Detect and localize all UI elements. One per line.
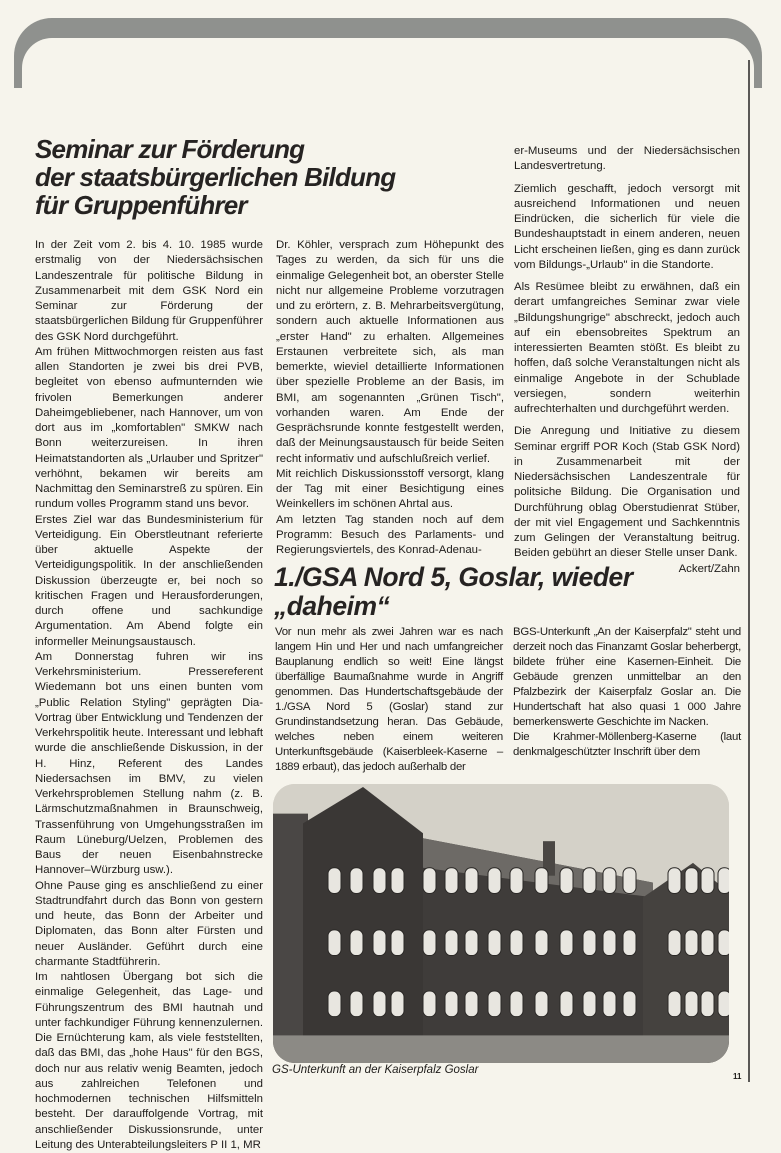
photo-window — [701, 868, 714, 894]
paragraph: Ohne Pause ging es anschließend zu einer Stadtrundfahrt durch das Bonn von gestern und heute, das Bonn der Arbeiter und Diplomaten, das Bonn alter Fürsten und neuer Ausländer. Geführt durch eine charmante Stadtführerin. — [35, 879, 263, 968]
paragraph: Am letzten Tag standen noch auf dem Programm: Besuch des Parlaments- und Regierungsviertels, des Konrad-Adenau- — [276, 513, 504, 556]
paragraph: Am frühen Mittwochmorgen reisten aus fast allen Standorten je zwei bis drei PVB, begleitet von ebenso aufmunternden wie frivolen Bemerkungen anderer Daheimgebliebener, nach Hannover, um von dort aus im „komfortablen" SMKW nach Bonn weiterzureisen. In ihren Heimatstandorten als „Urlauber und Spritzer" verhöhnt, bekamen wir bereits am Nachmittag den Seminarstreß zu spüren. Ein rundum volles Programm stand uns bevor. — [35, 345, 263, 511]
title-line: der staatsbürgerlichen Bildung — [35, 162, 396, 192]
photo-window — [685, 930, 698, 956]
photo-window — [623, 930, 636, 956]
paragraph: BGS-Unterkunft „An der Kaiserpfalz" steht und derzeit noch das Finanzamt Goslar beherbergt, bildete früher eine Kasernen-Einheit. Die Gebäude grenzen unmittelbar an den Pfalzbezirk der Kaiserpfalz Goslar an. Die Hundertschaft hat also quasi 1 000 Jahre bemerkenswerte Geschichte im Nacken. — [513, 626, 741, 728]
paragraph: Im nahtlosen Übergang bot sich die einmalige Gelegenheit, das Lage- und Führungszentrum des BMI hautnah und unter fachkundiger Führung kennenzulernen. Die Ernüchterung kam, als viele feststellten, daß das BMI, das „hohe Haus" für den BGS, doch nur aus relativ wenig Beamten, jedoch aus zahlreichen Telefonen und hochmodernen technischen Hilfsmitteln besteht. Der darauffolgende Vortrag, mit anschließender Diskussionsrunde, unter Leitung des Unterabteilungsleiters P II 1, MR — [35, 971, 263, 1151]
photo-window — [718, 991, 729, 1017]
title-line: 1./GSA Nord 5, Goslar, wieder — [274, 562, 633, 592]
paragraph: Die Krahmer-Möllenberg-Kaserne (laut denkmalgeschützter Inschrift über dem — [513, 731, 741, 758]
photo-window — [488, 991, 501, 1017]
photo-window — [445, 930, 458, 956]
photo-window — [423, 930, 436, 956]
title-line: „daheim“ — [274, 591, 390, 621]
paragraph: Als Resümee bleibt zu erwähnen, daß ein derart umfangreiches Seminar zwar viele „Bildungshungrige" abschreckt, jedoch auch auf ein ebensobreites Spektrum an interessierten Beamten stößt. Es bleibt zu hoffen, daß solche Veranstaltungen nicht als einmalige Angebote in der Schublade versiegen, sondern weiterhin aufrechterhalten und durchgeführt werden. — [514, 281, 740, 415]
photo-window — [668, 868, 681, 894]
photo-window — [350, 930, 363, 956]
building-photo — [273, 784, 729, 1063]
title-line: Seminar zur Förderung — [35, 134, 305, 164]
photo-window — [373, 991, 386, 1017]
article1-column-3 — [514, 144, 740, 577]
article2-title — [274, 563, 744, 621]
photo-window — [391, 991, 404, 1017]
paragraph: Vor nun mehr als zwei Jahren war es nach langem Hin und Her und nach umfangreicher Bauplanung endlich so weit! Eine längst überfällige Baumaßnahme wurde in Angriff genommen. Das Hundertschaftsgebäude der 1./GSA Nord 5 (Goslar) stand zur Grundinstandsetzung heran. Das Gebäude, welches neben einem weiteren Unterkunftsgebäude (Kaiserbleek-Kaserne – 1889 erbaut), das jedoch außerhalb der — [275, 626, 503, 773]
paragraph: Ziemlich geschafft, jedoch versorgt mit ausreichend Informationen und neuen Eindrücken, die sicherlich für viele die Bundeshauptstadt in einem anderen, neuen Licht erscheinen ließen, ging es dann zurück vom Bildungs-„Urlaub" in die Standorte. — [514, 182, 740, 271]
photo-window — [350, 868, 363, 894]
author-signature: Ackert/Zahn — [678, 562, 740, 575]
photo-window — [488, 868, 501, 894]
photo-window — [510, 991, 523, 1017]
photo-window — [423, 868, 436, 894]
photo-window — [685, 991, 698, 1017]
article1-title — [35, 135, 475, 219]
photo-window — [350, 991, 363, 1017]
photo-window — [465, 868, 478, 894]
column-rule — [748, 60, 750, 1082]
article1-column-1 — [35, 238, 263, 1153]
paragraph: Erstes Ziel war das Bundesministerium für Verteidigung. Ein Oberstleutnant referierte über aktuelle Aspekte der Verteidigungspolitik. In der anschließenden Diskussion überzeugte er, bei noch so kritischen Fragen und Herausforderungen, durch offene und sachkundige Argumentation. Am Abend folgte ein informeller Meinungsaustausch. — [35, 513, 263, 648]
photo-window — [465, 991, 478, 1017]
photo-window — [701, 930, 714, 956]
paragraph: er-Museums und der Niedersächsischen Landesvertretung. — [514, 145, 740, 173]
photo-window — [701, 991, 714, 1017]
photo-window — [623, 991, 636, 1017]
photo-window — [373, 930, 386, 956]
photo-window — [328, 930, 341, 956]
photo-window — [668, 991, 681, 1017]
photo-window — [391, 930, 404, 956]
photo-window — [535, 868, 548, 894]
photo-window — [583, 930, 596, 956]
article2-column-2 — [513, 625, 741, 760]
photo-window — [328, 991, 341, 1017]
photo-window — [328, 868, 341, 894]
photo-window — [373, 868, 386, 894]
article1-column-2 — [276, 238, 504, 558]
photo-window — [510, 868, 523, 894]
photo-window — [423, 991, 436, 1017]
paragraph: In der Zeit vom 2. bis 4. 10. 1985 wurde erstmalig von der Niedersächsischen Landeszentrale für politische Bildung in Zusammenarbeit mit dem GSK Nord ein Seminar zur Förderung der staatsbürgerlichen Bildung für Gruppenführer des GSK Nord durchgeführt. — [35, 239, 263, 343]
photo-caption: GS-Unterkunft an der Kaiserpfalz Goslar — [272, 1064, 479, 1076]
article2-column-1 — [275, 625, 503, 775]
photo-window — [603, 868, 616, 894]
photo-window — [560, 991, 573, 1017]
photo-window — [488, 930, 501, 956]
photo-window — [603, 930, 616, 956]
photo-window — [560, 930, 573, 956]
paragraph: Die Anregung und Initiative zu diesem Seminar ergriff POR Koch (Stab GSK Nord) in Zusammenarbeit mit der Niedersächsischen Landeszentrale für politsiche Bildung. Die Organisation und Durchführung oblag Oberstudienrat Stüber, der mit viel Engagement und Sachkenntnis zum Gelingen der Veranstaltung beitrug. Beiden gebührt an dieser Stelle unser Dank. — [514, 425, 740, 560]
photo-window — [623, 868, 636, 894]
paragraph: Dr. Köhler, versprach zum Höhepunkt des Tages zu werden, da sich für uns die einmalige Gelegenheit bot, an oberster Stelle nicht nur allgemeine Probleme vorzutragen und zu erörtern, z. B. Mehrarbeitsvergütung, sondern auch aktuelle Informationen aus „erster Hand" zu erhalten. Allgemeines Erstaunen verbreitete sich, als man bemerkte, wieviel detaillierte Informationen über spezielle Probleme an der Basis, im BMI, am sogenannten „Grünen Tisch", vorhanden waren. Am Ende der Gesprächsrunde konnte festgestellt werden, daß der Meinungsaustausch für beide Seiten recht informativ und aufschlußreich verlief. — [276, 239, 504, 465]
photo-window — [560, 868, 573, 894]
photo-window — [718, 868, 729, 894]
photo-window — [583, 868, 596, 894]
photo-window — [391, 868, 404, 894]
photo-window — [535, 991, 548, 1017]
photo-window — [465, 930, 478, 956]
title-line: für Gruppenführer — [35, 190, 247, 220]
photo-window — [718, 930, 729, 956]
paragraph: Mit reichlich Diskussionsstoff versorgt, klang der Tag mit einer Besichtigung eines Weinkellers im schönen Ahrtal aus. — [276, 467, 504, 511]
page-number: 11 — [733, 1072, 742, 1081]
photo-window — [445, 991, 458, 1017]
photo-window — [583, 991, 596, 1017]
photo-window — [668, 930, 681, 956]
paragraph: Am Donnerstag fuhren wir ins Verkehrsministerium. Pressereferent Wiedemann bot uns einen bunten vom „Public Relation Styling" geprägten Dia-Vortrag über Entwicklung und Tendenzen der Verkehrspolitik heute. Interessant und lebhaft wurde die anschließende Diskussion, in der H. Hinz, Referent des Landes Niedersachsen im BMV, zu vielen Verkehrsproblemen Stellung nahm (z. B. Lärmschutzmaßnahmen in Braunschweig, Trassenführung von Umgehungsstraßen im Raum Lüneburg/Uelzen, Problemen des Baus der neuen Eisenbahnstrecke Hannover–Würzburg usw.). — [35, 650, 263, 877]
photo-window — [510, 930, 523, 956]
photo-window — [445, 868, 458, 894]
photo-window — [603, 991, 616, 1017]
photo-window — [535, 930, 548, 956]
photo-window — [685, 868, 698, 894]
header-inner — [22, 38, 754, 108]
